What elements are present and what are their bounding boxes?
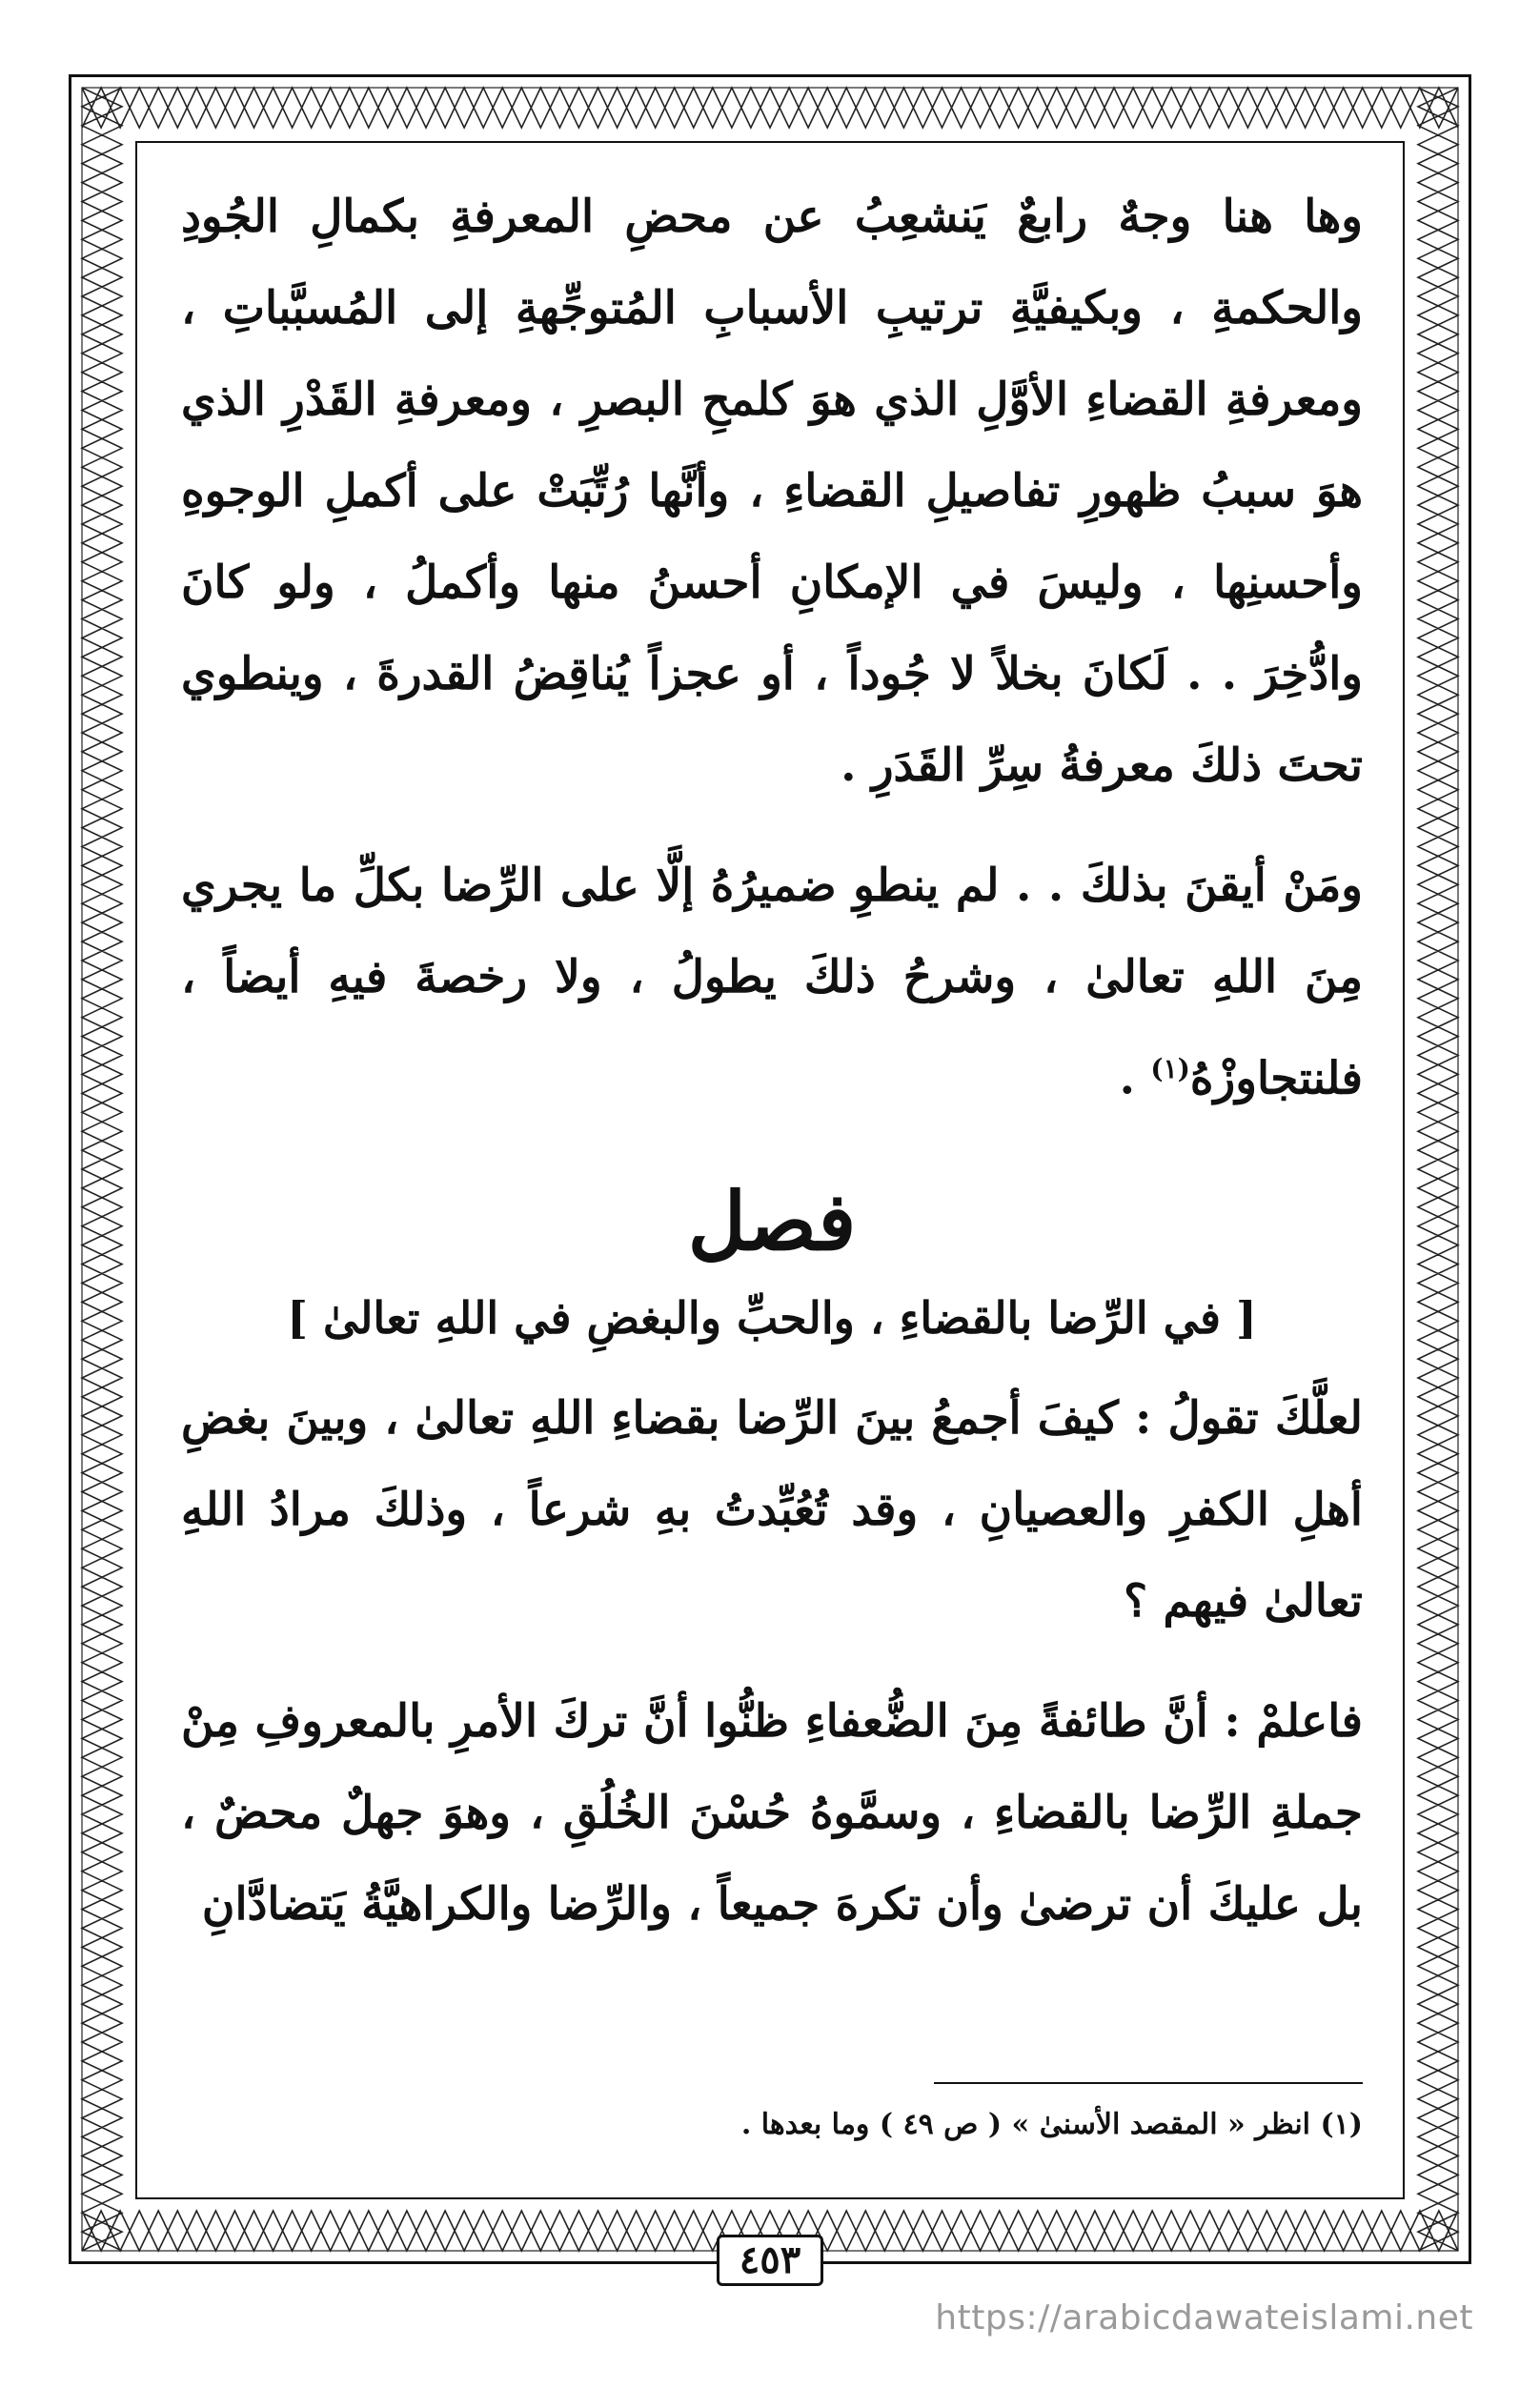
page-number: ٤٥٣ [717,2235,823,2286]
watermark-url: https://arabicdawateislami.net [935,2298,1473,2337]
paragraph: ومَنْ أيقنَ بذلكَ . . لم ينطوِ ضميرُهُ إلَّا على الرِّضا بكلِّ ما يجري مِنَ اللهِ تعالىٰ ، وشرحُ ذلكَ يطولُ ، ولا رخصةَ فيهِ أيضاً ، فلنتجاوزْهُ$^{(١)}$ . [181,860,1363,1105]
main-text [181,172,1363,1951]
section-subtitle: [ في الرِّضا بالقضاءِ ، والحبِّ والبغضِ في اللهِ تعالىٰ ] [287,1291,1257,1344]
footnote: (١) انظر « المقصد الأسنىٰ » ( ص ٤٩ ) وما بعدها . [740,2108,1363,2141]
paragraph: وها هنا وجهٌ رابعٌ يَنشعِبُ عن محضِ المعرفةِ بكمالِ الجُودِ والحكمةِ ، وبكيفيَّةِ ترتيبِ الأسبابِ المُتوجِّهةِ إلى المُسبَّباتِ ، ومعرفةِ القضاءِ الأوَّلِ الذي هوَ كلمحِ البصرِ ، ومعرفةِ القَدْرِ الذي هوَ سببُ ظهورِ تفاصيلِ القضاءِ ، وأنَّها رُتِّبَتْ على أكملِ الوجوهِ وأحسنِها ، وليسَ في الإمكانِ أحسنُ منها وأكملُ ، ولو كانَ وادُّخِرَ . . لَكانَ بخلاً لا جُوداً ، أو عجزاً يُناقِضُ القدرةَ ، وينطوي تحتَ ذلكَ معرفةُ سِرِّ القَدَرِ . [181,191,1363,792]
paragraph-text: ومَنْ أيقنَ بذلكَ . . لم ينطوِ ضميرُهُ إلَّا على الرِّضا بكلِّ ما يجري مِنَ اللهِ تعالىٰ ، وشرحُ ذلكَ يطولُ ، ولا رخصةَ فيهِ أيضاً ، فلنتجاوزْهُ [181,860,1363,1105]
paragraph: لعلَّكَ تقولُ : كيفَ أجمعُ بينَ الرِّضا بقضاءِ اللهِ تعالىٰ ، وبينَ بغضِ أهلِ الكفرِ والعصيانِ ، وقد تُعُبِّدتُ بهِ شرعاً ، وذلكَ مرادُ اللهِ تعالىٰ فيهم ؟ [181,1391,1363,1628]
paragraph: فاعلمْ : أنَّ طائفةً مِنَ الضُّعفاءِ ظنُّوا أنَّ تركَ الأمرِ بالمعروفِ مِنْ جملةِ الرِّضا بالقضاءِ ، وسمَّوهُ حُسْنَ الخُلُقِ ، وهوَ جهلٌ محضٌ ، بل عليكَ أن ترضىٰ وأن تكرهَ جميعاً ، والرِّضا والكراهيَّةُ يَتضادَّانِ [181,1694,1363,1931]
section-heading: فصل [687,1173,857,1268]
footnote-marker: (١) [1150,1053,1190,1084]
footnote-separator [934,2082,1363,2084]
